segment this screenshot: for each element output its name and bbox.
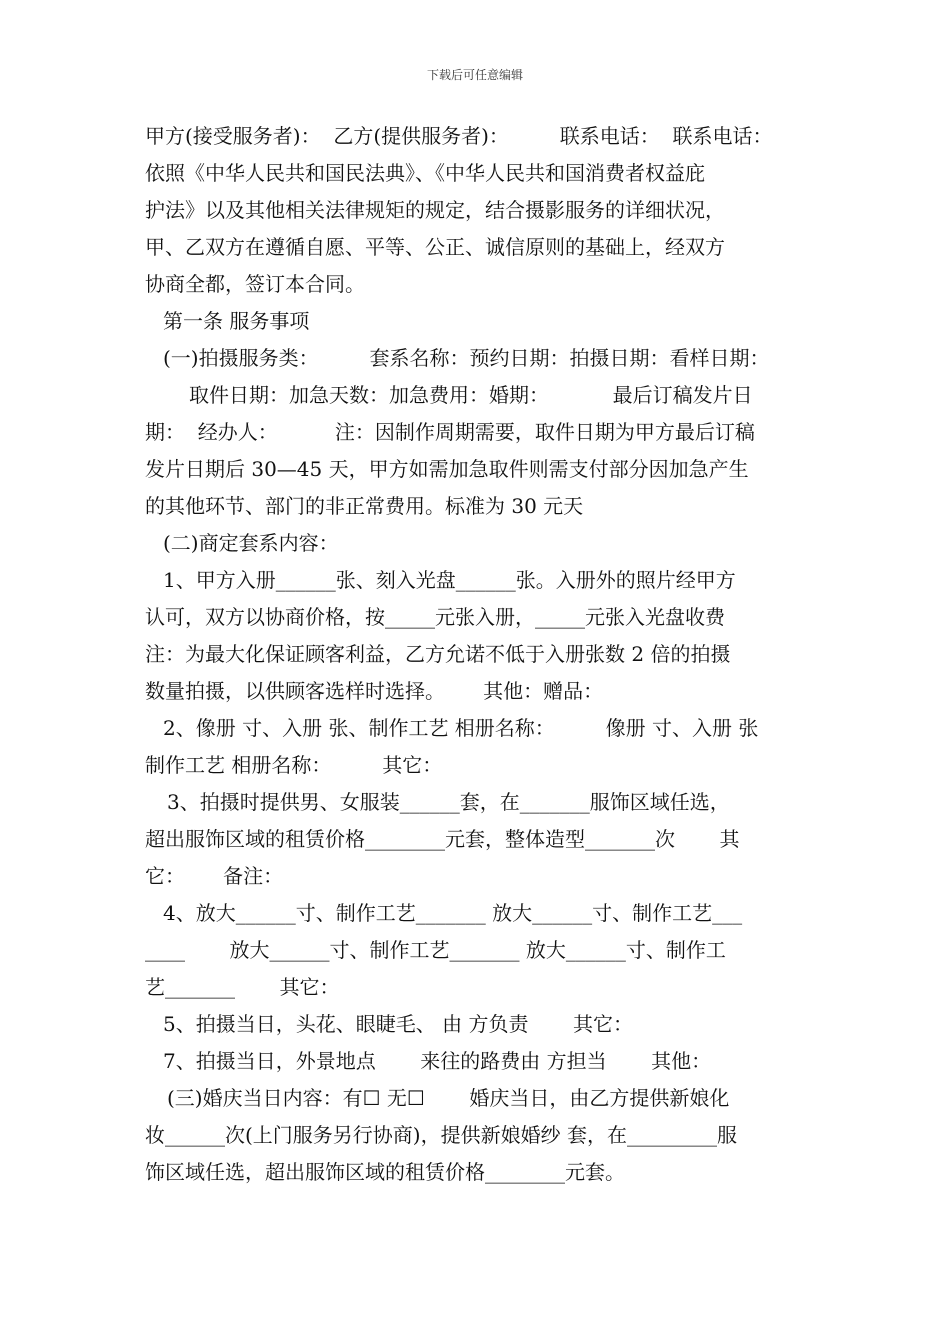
text-line: 甲、乙双方在遵循自愿、平等、公正、诚信原则的基础上，经双方	[145, 235, 725, 259]
text-line: 第一条 服务事项	[163, 309, 310, 333]
text-line: 协商全都，签订本合同。	[145, 272, 365, 296]
text-line: 发片日期后 30—45 天，甲方如需加急取件则需支付部分因加急产生	[145, 457, 749, 481]
text-line: (一)拍摄服务类： 套系名称：预约日期：拍摄日期：看样日期：	[163, 346, 770, 370]
text-line: 5、拍摄当日，头花、眼睫毛、 由 方负责 其它：	[163, 1012, 633, 1036]
text-line: 3、拍摄时提供男、女服装______套，在_______服饰区域任选，	[167, 790, 730, 814]
text-line: 护法》以及其他相关法律规矩的规定，结合摄影服务的详细状况，	[145, 198, 725, 222]
text-line: 艺_______ 其它：	[145, 975, 340, 999]
text-line: 它： 备注：	[145, 864, 284, 888]
text-line: (二)商定套系内容：	[163, 531, 339, 555]
text-line: 依照《中华人民共和国民法典》、《中华人民共和国消费者权益庇	[145, 161, 705, 185]
text-line: 注：为最大化保证顾客利益，乙方允诺不低于入册张数 2 倍的拍摄	[145, 642, 731, 666]
text-line: 2、像册 寸、入册 张、制作工艺 相册名称： 像册 寸、入册 张	[163, 716, 759, 740]
text-line: 制作工艺 相册名称： 其它：	[145, 753, 443, 777]
text-line: 7、拍摄当日，外景地点 来往的路费由 方担当 其他：	[163, 1049, 712, 1073]
text-line: 数量拍摄，以供顾客选样时选择。 其他：赠品：	[145, 679, 604, 703]
text-line: (三)婚庆当日内容：有☐ 无☐ 婚庆当日，由乙方提供新娘化	[167, 1086, 730, 1110]
text-line: 的其他环节、部门的非正常费用。标准为 30 元天	[145, 494, 584, 518]
text-line: 期： 经办人： 注：因制作周期需要，取件日期为甲方最后订稿	[145, 420, 755, 444]
text-line: ____ 放大______寸、制作工艺_______ 放大______寸、制作工	[145, 938, 726, 962]
text-line: 1、甲方入册______张、刻入光盘______张。入册外的照片经甲方	[163, 568, 736, 592]
text-line: 饰区域任选，超出服饰区域的租赁价格________元套。	[145, 1160, 625, 1184]
text-line: 认可，双方以协商价格，按_____元张入册，_____元张入光盘收费	[145, 605, 725, 629]
text-line: 妆______次(上门服务另行协商)，提供新娘婚纱 套，在_________服	[145, 1123, 737, 1147]
text-line: 取件日期：加急天数：加急费用：婚期： 最后订稿发片日	[189, 383, 753, 407]
text-line: 甲方(接受服务者)： 乙方(提供服务者)： 联系电话： 联系电话：	[145, 124, 773, 148]
page-header: 下载后可任意编辑	[426, 68, 523, 82]
text-line: 4、放大______寸、制作工艺_______ 放大______寸、制作工艺___	[163, 901, 743, 925]
text-line: 超出服饰区域的租赁价格________元套，整体造型_______次 其	[145, 827, 740, 851]
document-body	[145, 118, 817, 1191]
